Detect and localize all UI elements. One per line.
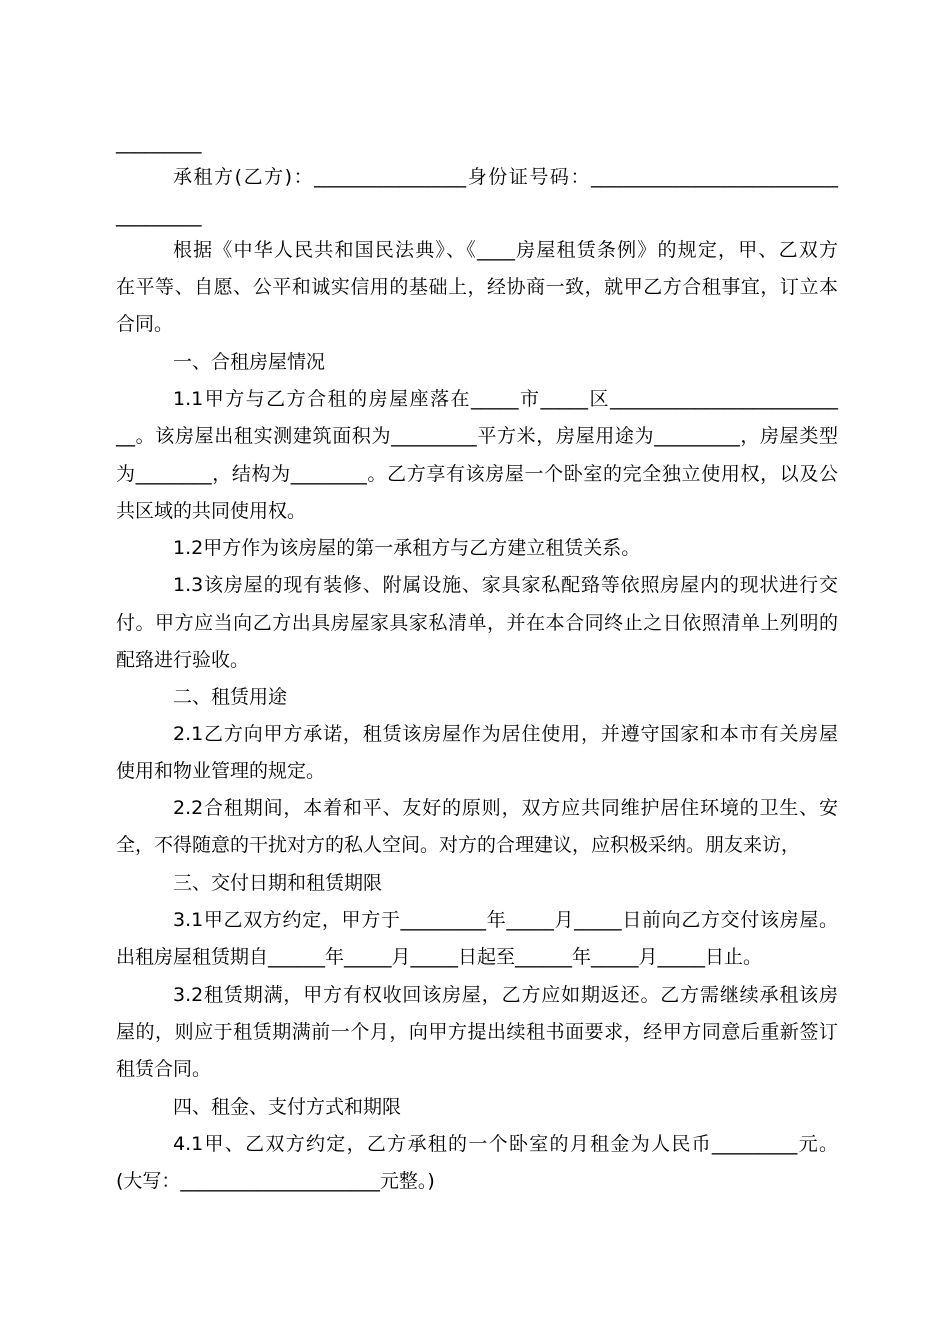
clause-line: 出租房屋租赁期自______年_____月_____日起至______年_____月_____日止。 [116,946,763,968]
clause-line: 共区域的共同使用权。 [116,500,307,522]
preamble-line: 合同。 [116,313,174,335]
clause-line: 2.2合租期间，本着和平、友好的原则，双方应共同维护居住环境的卫生、安 [173,797,838,819]
preamble-line: 根据《中华人民共和国民法典》、《____房屋租赁条例》的规定，甲、乙双方 [173,239,838,261]
clause-line: 2.1乙方向甲方承诺，租赁该房屋作为居住使用，并遵守国家和本市有关房屋 [173,723,838,745]
clause-line: 1.1甲方与乙方合租的房屋座落在_____市_____区________________________ [173,388,838,410]
clause-line: 配臵进行验收。 [116,649,250,671]
clause-line: 付。甲方应当向乙方出具房屋家具家私清单，并在本合同终止之日依照清单上列明的 [116,612,838,634]
clause-line: 1.3该房屋的现有装修、附属设施、家具家私配臵等依照房屋内的现状进行交 [173,574,838,596]
section-heading: 二、租赁用途 [173,686,288,708]
clause-line: (大写：_____________________元整。) [116,1170,435,1192]
tenant-line: 承租方(乙方)：________________身份证号码：__________________________ [173,166,838,188]
clause-line: __。该房屋出租实测建筑面积为_________平方米，房屋用途为_________，房屋类型 [116,425,838,447]
clause-line: 3.1甲乙双方约定，甲方于_________年_____月_____日前向乙方交付该房屋。 [173,909,838,931]
clause-line: 为________，结构为________。乙方享有该房屋一个卧室的完全独立使用权，以及公 [116,463,838,485]
preamble-line: 在平等、自愿、公平和诚实信用的基础上，经协商一致，就甲乙方合租事宜，订立本 [116,276,838,298]
clause-line: 全，不得随意的干扰对方的私人空间。对方的合理建议，应积极采纳。朋友来访， [116,834,801,856]
clause-line: 租赁合同。 [116,1058,212,1080]
clause-line: 1.2甲方作为该房屋的第一承租方与乙方建立租赁关系。 [173,537,641,559]
blank-line: _________ [116,132,202,154]
clause-line: 屋的，则应于租赁期满前一个月，向甲方提出续租书面要求，经甲方同意后重新签订 [116,1021,838,1043]
clause-line: 3.2租赁期满，甲方有权收回该房屋，乙方应如期返还。乙方需继续承租该房 [173,984,838,1006]
blank-line: _________ [116,205,202,227]
clause-line: 使用和物业管理的规定。 [116,760,326,782]
clause-line: 4.1甲、乙双方约定，乙方承租的一个卧室的月租金为人民币_________元。 [173,1133,838,1155]
section-heading: 一、合租房屋情况 [173,351,326,373]
section-heading: 四、租金、支付方式和期限 [173,1096,402,1118]
section-heading: 三、交付日期和租赁期限 [173,872,383,894]
